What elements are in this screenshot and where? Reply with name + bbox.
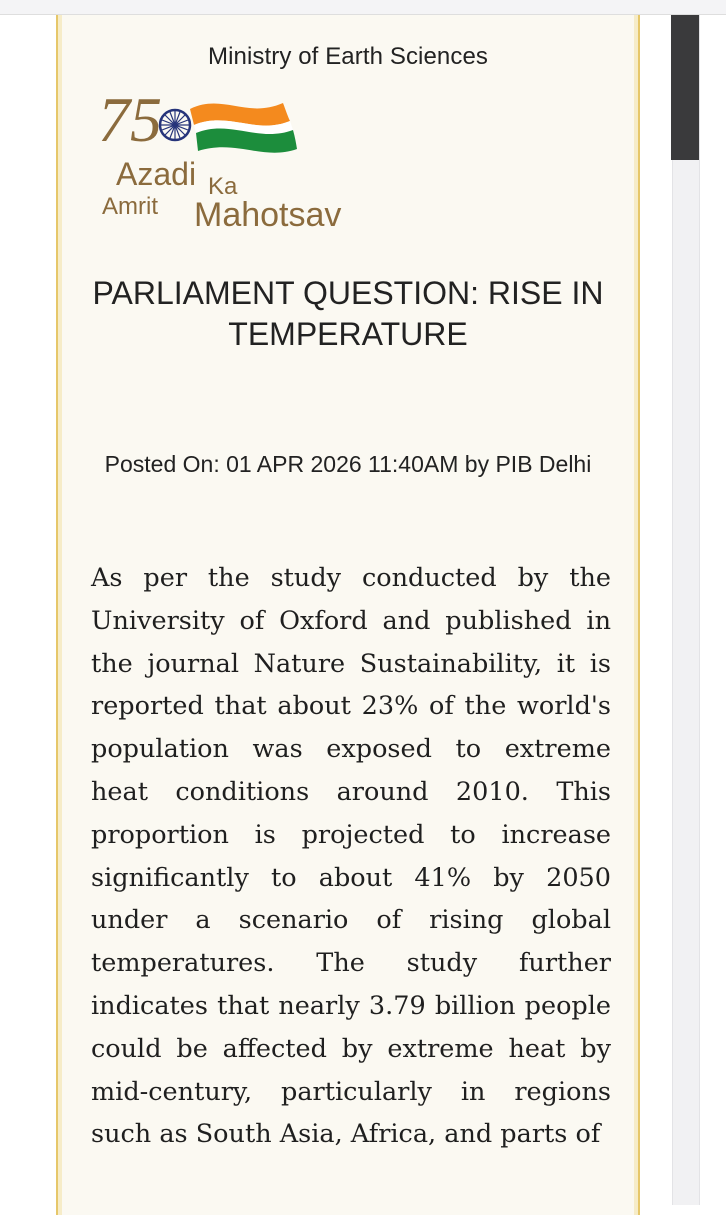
scrollbar-thumb[interactable]: [671, 15, 699, 160]
azadi-ka-amrit-mahotsav-logo: [98, 81, 368, 231]
logo-number: 75: [98, 84, 162, 155]
logo-ka: Ka: [208, 173, 238, 200]
ashoka-chakra-icon: [160, 110, 190, 140]
posted-info: Posted On: 01 APR 2026 11:40AM by PIB Delhi: [104, 451, 592, 477]
ministry-name: Ministry of Earth Sciences: [207, 43, 489, 70]
logo-mahotsav: Mahotsav: [194, 196, 342, 231]
article-body: As per the study conducted by the University of Oxford and published in the journal Nature Sustainability, it is reported that about 23% of the world's population was exposed to extreme heat conditions around 2010. This proportion is projected to increase significantly to about 41% by 2050 under a scenario of rising global temperatures. The study further indicates that nearly 3.79 billion people could be affected by extreme heat by mid-century, particularly in regions such as South Asia, Africa, and parts of: [91, 563, 611, 1150]
logo-azadi: Azadi: [116, 156, 197, 192]
scrollbar-track[interactable]: [672, 15, 700, 1205]
logo-amrit: Amrit: [102, 193, 158, 220]
browser-top-strip: [0, 0, 726, 15]
article-title: PARLIAMENT QUESTION: RISE IN TEMPERATURE: [92, 275, 604, 352]
press-release-page: [56, 15, 640, 1215]
